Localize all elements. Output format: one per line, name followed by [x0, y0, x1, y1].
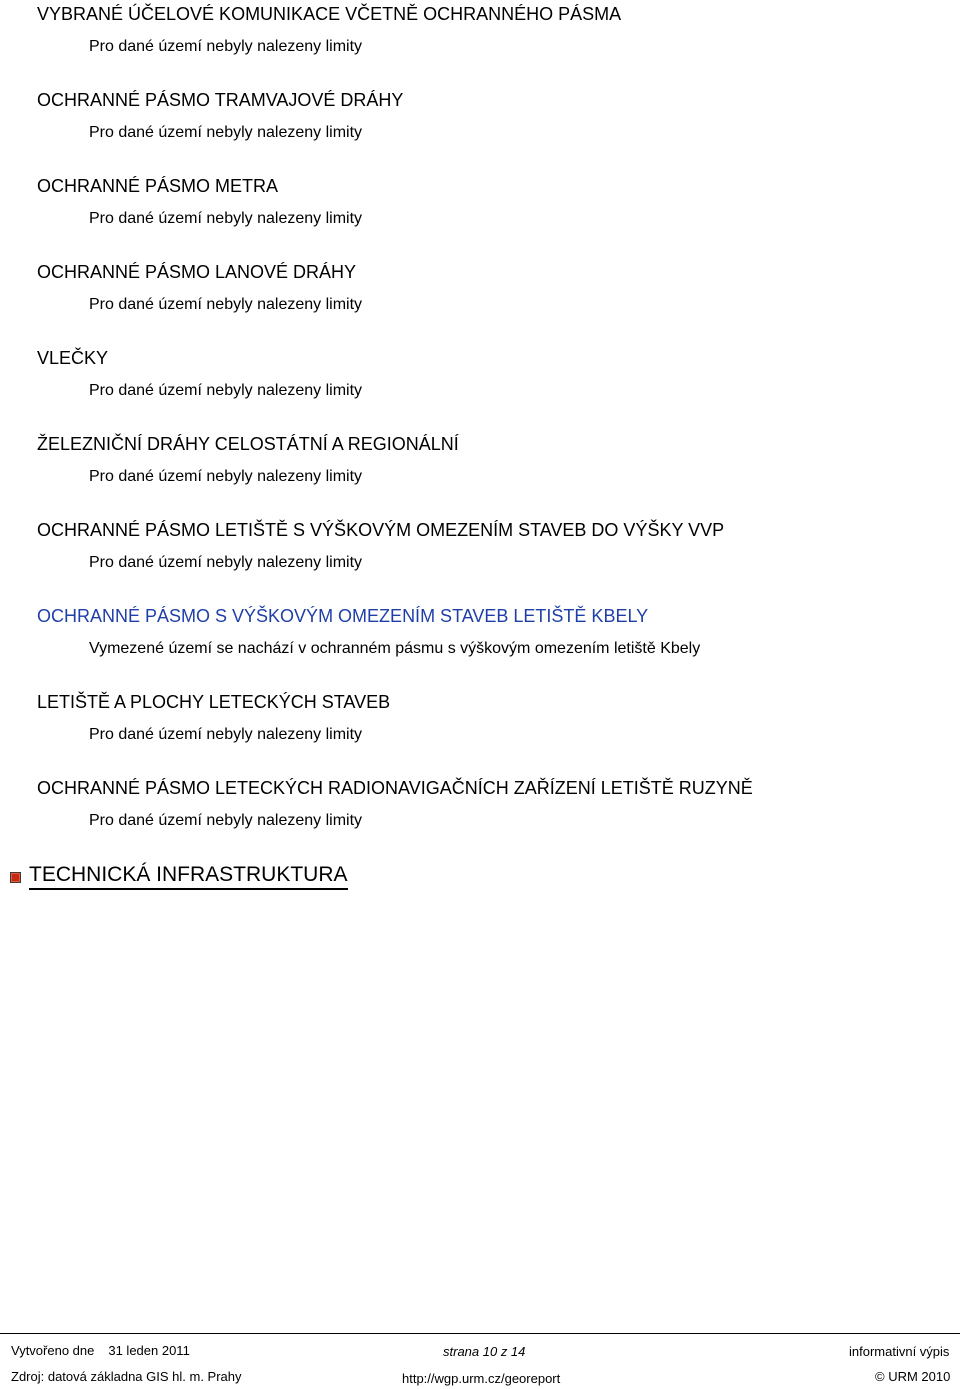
limit-section-title: OCHRANNÉ PÁSMO LETIŠTĚ S VÝŠKOVÝM OMEZENÍM STAVEB DO VÝŠKY VVP [37, 520, 725, 540]
footer-page-number: strana 10 z 14 [443, 1344, 526, 1359]
footer-info-label: informativní výpis [849, 1344, 950, 1359]
footer-divider [0, 1333, 960, 1334]
limit-section-text: Pro dané území nebyly nalezeny limity [89, 210, 363, 227]
footer-created-label: Vytvořeno dne [11, 1343, 95, 1358]
footer-source: Zdroj: datová základna GIS hl. m. Prahy [11, 1369, 242, 1384]
limit-section-text: Pro dané území nebyly nalezeny limity [89, 468, 363, 485]
limit-section-text: Pro dané území nebyly nalezeny limity [89, 296, 363, 313]
footer-copyright: © URM 2010 [875, 1369, 951, 1384]
square-bullet-icon [10, 872, 21, 883]
limit-section-text: Pro dané území nebyly nalezeny limity [89, 382, 363, 399]
chapter-heading [10, 862, 348, 890]
limit-section-title: VLEČKY [37, 348, 109, 368]
limit-section-text: Pro dané území nebyly nalezeny limity [89, 38, 363, 55]
limit-section-text: Vymezené území se nachází v ochranném pásmu s výškovým omezením letiště Kbely [89, 640, 701, 657]
limit-section-text: Pro dané území nebyly nalezeny limity [89, 812, 363, 829]
limit-section-title: OCHRANNÉ PÁSMO METRA [37, 176, 279, 196]
limit-section-title: VYBRANÉ ÚČELOVÉ KOMUNIKACE VČETNĚ OCHRANNÉHO PÁSMA [37, 4, 622, 24]
footer-url: http://wgp.urm.cz/georeport [402, 1371, 561, 1386]
limit-section-text: Pro dané území nebyly nalezeny limity [89, 554, 363, 571]
limit-section-title: LETIŠTĚ A PLOCHY LETECKÝCH STAVEB [37, 692, 391, 712]
limit-section-text: Pro dané území nebyly nalezeny limity [89, 726, 363, 743]
limit-section-title: OCHRANNÉ PÁSMO LANOVÉ DRÁHY [37, 262, 357, 282]
limit-section-title: OCHRANNÉ PÁSMO TRAMVAJOVÉ DRÁHY [37, 90, 404, 110]
limit-section-text: Pro dané území nebyly nalezeny limity [89, 124, 363, 141]
limit-section-title: OCHRANNÉ PÁSMO S VÝŠKOVÝM OMEZENÍM STAVEB LETIŠTĚ KBELY [37, 606, 649, 626]
limit-section-title: ŽELEZNIČNÍ DRÁHY CELOSTÁTNÍ A REGIONÁLNÍ [37, 434, 459, 454]
footer-created [11, 1343, 190, 1359]
limit-section-title: OCHRANNÉ PÁSMO LETECKÝCH RADIONAVIGAČNÍCH ZAŘÍZENÍ LETIŠTĚ RUZYNĚ [37, 778, 753, 798]
chapter-title: TECHNICKÁ INFRASTRUKTURA [29, 862, 348, 890]
footer-created-date: 31 leden 2011 [108, 1343, 190, 1358]
